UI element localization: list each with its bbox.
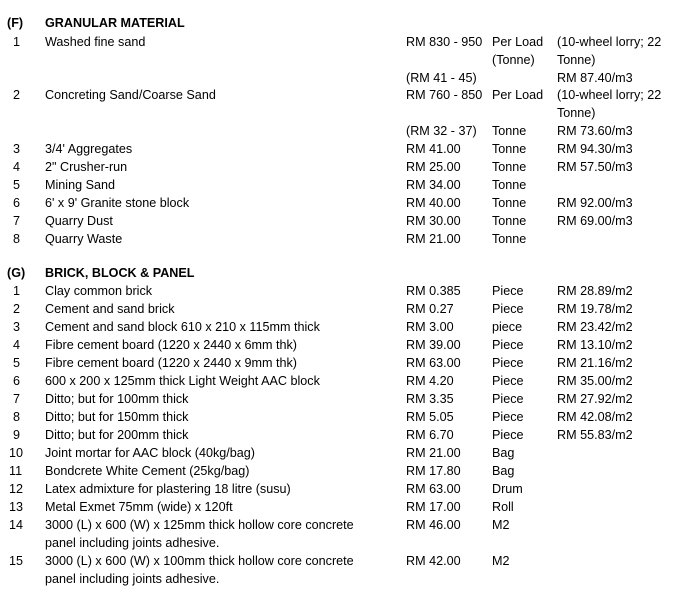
- table-row: [0, 176, 687, 194]
- item-rate: Tonne): [557, 53, 596, 67]
- item-rate: RM 27.92/m2: [557, 392, 633, 406]
- item-unit: Tonne: [492, 160, 527, 174]
- item-unit: Piece: [492, 392, 524, 406]
- item-price: RM 3.00: [406, 320, 454, 334]
- item-number: 15: [9, 554, 24, 568]
- item-rate: RM 19.78/m2: [557, 302, 633, 316]
- table-row: [0, 230, 687, 248]
- item-number: 2: [13, 88, 21, 102]
- table-row: [0, 212, 687, 230]
- item-number: 10: [9, 446, 24, 460]
- item-unit: Piece: [492, 302, 524, 316]
- item-unit: Tonne: [492, 142, 527, 156]
- table-row-continuation: [0, 69, 687, 87]
- item-price: RM 17.80: [406, 464, 461, 478]
- item-price: RM 34.00: [406, 178, 461, 192]
- item-rate: RM 28.89/m2: [557, 284, 633, 298]
- table-row-continuation: [0, 104, 687, 122]
- item-description: Mining Sand: [45, 178, 116, 192]
- item-price: RM 63.00: [406, 356, 461, 370]
- item-rate: RM 21.16/m2: [557, 356, 633, 370]
- table-row: [0, 140, 687, 158]
- item-unit: M2: [492, 518, 510, 532]
- item-description: Cement and sand block 610 x 210 x 115mm thick: [45, 320, 320, 334]
- item-unit: M2: [492, 554, 510, 568]
- table-row: [0, 408, 687, 426]
- section-header-granular: [0, 14, 687, 32]
- item-price: RM 63.00: [406, 482, 461, 496]
- item-price: RM 30.00: [406, 214, 461, 228]
- item-number: 8: [13, 410, 21, 424]
- item-price: RM 25.00: [406, 160, 461, 174]
- item-description: 600 x 200 x 125mm thick Light Weight AAC block: [45, 374, 320, 388]
- item-number: 6: [13, 374, 21, 388]
- table-row-continuation: [0, 51, 687, 69]
- item-number: 5: [13, 178, 21, 192]
- item-number: 3: [13, 320, 21, 334]
- table-row: [0, 86, 687, 104]
- item-number: 9: [13, 428, 21, 442]
- item-price: RM 41.00: [406, 142, 461, 156]
- item-unit: Piece: [492, 338, 524, 352]
- item-price: RM 0.385: [406, 284, 461, 298]
- item-number: 11: [9, 464, 23, 478]
- item-description: Clay common brick: [45, 284, 153, 298]
- item-rate: RM 92.00/m3: [557, 196, 633, 210]
- item-description: Washed fine sand: [45, 35, 146, 49]
- item-description: Ditto; but for 150mm thick: [45, 410, 189, 424]
- item-unit: Tonne: [492, 214, 527, 228]
- item-number: 5: [13, 356, 21, 370]
- item-description: panel including joints adhesive.: [45, 536, 220, 550]
- item-rate: RM 69.00/m3: [557, 214, 633, 228]
- item-description: Cement and sand brick: [45, 302, 175, 316]
- item-unit: Per Load: [492, 88, 544, 102]
- item-number: 7: [13, 392, 21, 406]
- item-description: Fibre cement board (1220 x 2440 x 6mm thk): [45, 338, 297, 352]
- item-price: (RM 32 - 37): [406, 124, 477, 138]
- section-code: (F): [7, 16, 24, 30]
- table-row-continuation: [0, 122, 687, 140]
- table-row: [0, 462, 687, 480]
- table-row-continuation: [0, 570, 687, 588]
- item-unit: Tonne: [492, 196, 527, 210]
- table-row: [0, 516, 687, 534]
- section-title: BRICK, BLOCK & PANEL: [45, 266, 195, 280]
- item-unit: Bag: [492, 464, 515, 478]
- item-unit: Per Load: [492, 35, 544, 49]
- item-price: RM 39.00: [406, 338, 461, 352]
- item-number: 1: [13, 35, 21, 49]
- item-rate: RM 94.30/m3: [557, 142, 633, 156]
- section-header-brick: [0, 264, 687, 282]
- item-description: Fibre cement board (1220 x 2440 x 9mm thk): [45, 356, 297, 370]
- item-price: RM 21.00: [406, 232, 461, 246]
- table-row: [0, 158, 687, 176]
- table-row-continuation: [0, 534, 687, 552]
- table-row: [0, 480, 687, 498]
- item-rate: (10-wheel lorry; 22: [557, 88, 662, 102]
- table-row: [0, 282, 687, 300]
- item-unit: Roll: [492, 500, 514, 514]
- item-description: Metal Exmet 75mm (wide) x 120ft: [45, 500, 233, 514]
- item-number: 3: [13, 142, 21, 156]
- item-unit: Drum: [492, 482, 523, 496]
- item-price: (RM 41 - 45): [406, 71, 477, 85]
- item-rate: (10-wheel lorry; 22: [557, 35, 662, 49]
- item-price: RM 42.00: [406, 554, 461, 568]
- item-price: RM 21.00: [406, 446, 461, 460]
- item-number: 14: [9, 518, 24, 532]
- table-row: [0, 33, 687, 51]
- item-description: Latex admixture for plastering 18 litre (susu): [45, 482, 291, 496]
- item-rate: RM 35.00/m2: [557, 374, 633, 388]
- section-title: GRANULAR MATERIAL: [45, 16, 185, 30]
- table-row: [0, 498, 687, 516]
- item-number: 6: [13, 196, 21, 210]
- item-number: 2: [13, 302, 21, 316]
- table-row: [0, 372, 687, 390]
- item-description: Ditto; but for 100mm thick: [45, 392, 189, 406]
- item-unit: Tonne: [492, 232, 527, 246]
- section-code: (G): [7, 266, 26, 280]
- item-price: RM 17.00: [406, 500, 461, 514]
- item-unit: Piece: [492, 428, 524, 442]
- item-description: 6' x 9' Granite stone block: [45, 196, 190, 210]
- item-price: RM 760 - 850: [406, 88, 483, 102]
- item-price: RM 830 - 950: [406, 35, 483, 49]
- item-price: RM 4.20: [406, 374, 454, 388]
- table-row: [0, 318, 687, 336]
- item-price: RM 40.00: [406, 196, 461, 210]
- table-row: [0, 390, 687, 408]
- item-number: 4: [13, 160, 21, 174]
- item-price: RM 46.00: [406, 518, 461, 532]
- item-rate: RM 23.42/m2: [557, 320, 633, 334]
- table-row: [0, 354, 687, 372]
- item-unit: Piece: [492, 374, 524, 388]
- item-description: panel including joints adhesive.: [45, 572, 220, 586]
- item-unit: Tonne: [492, 178, 527, 192]
- item-unit: (Tonne): [492, 53, 535, 67]
- item-unit: Piece: [492, 410, 524, 424]
- table-row: [0, 426, 687, 444]
- item-unit: piece: [492, 320, 523, 334]
- item-description: Quarry Dust: [45, 214, 113, 228]
- item-unit: Bag: [492, 446, 515, 460]
- item-price: RM 0.27: [406, 302, 454, 316]
- item-number: 8: [13, 232, 21, 246]
- table-row: [0, 194, 687, 212]
- item-rate: Tonne): [557, 106, 596, 120]
- item-number: 12: [9, 482, 24, 496]
- item-number: 13: [9, 500, 24, 514]
- item-description: Bondcrete White Cement (25kg/bag): [45, 464, 250, 478]
- table-row: [0, 300, 687, 318]
- item-unit: Tonne: [492, 124, 527, 138]
- item-rate: RM 13.10/m2: [557, 338, 633, 352]
- item-unit: Piece: [492, 356, 524, 370]
- item-rate: RM 57.50/m3: [557, 160, 633, 174]
- item-description: 3000 (L) x 600 (W) x 125mm thick hollow core concrete: [45, 518, 354, 532]
- item-unit: Piece: [492, 284, 524, 298]
- item-description: 3/4' Aggregates: [45, 142, 133, 156]
- item-price: RM 6.70: [406, 428, 454, 442]
- item-price: RM 3.35: [406, 392, 454, 406]
- item-description: 2" Crusher-run: [45, 160, 128, 174]
- item-description: Joint mortar for AAC block (40kg/bag): [45, 446, 255, 460]
- item-description: 3000 (L) x 600 (W) x 100mm thick hollow core concrete: [45, 554, 354, 568]
- item-number: 4: [13, 338, 21, 352]
- item-rate: RM 87.40/m3: [557, 71, 633, 85]
- item-price: RM 5.05: [406, 410, 454, 424]
- item-number: 7: [13, 214, 21, 228]
- table-row: [0, 552, 687, 570]
- item-rate: RM 42.08/m2: [557, 410, 633, 424]
- item-number: 1: [13, 284, 21, 298]
- item-description: Ditto; but for 200mm thick: [45, 428, 189, 442]
- table-row: [0, 444, 687, 462]
- item-description: Concreting Sand/Coarse Sand: [45, 88, 216, 102]
- item-rate: RM 55.83/m2: [557, 428, 633, 442]
- table-row: [0, 336, 687, 354]
- item-description: Quarry Waste: [45, 232, 123, 246]
- item-rate: RM 73.60/m3: [557, 124, 633, 138]
